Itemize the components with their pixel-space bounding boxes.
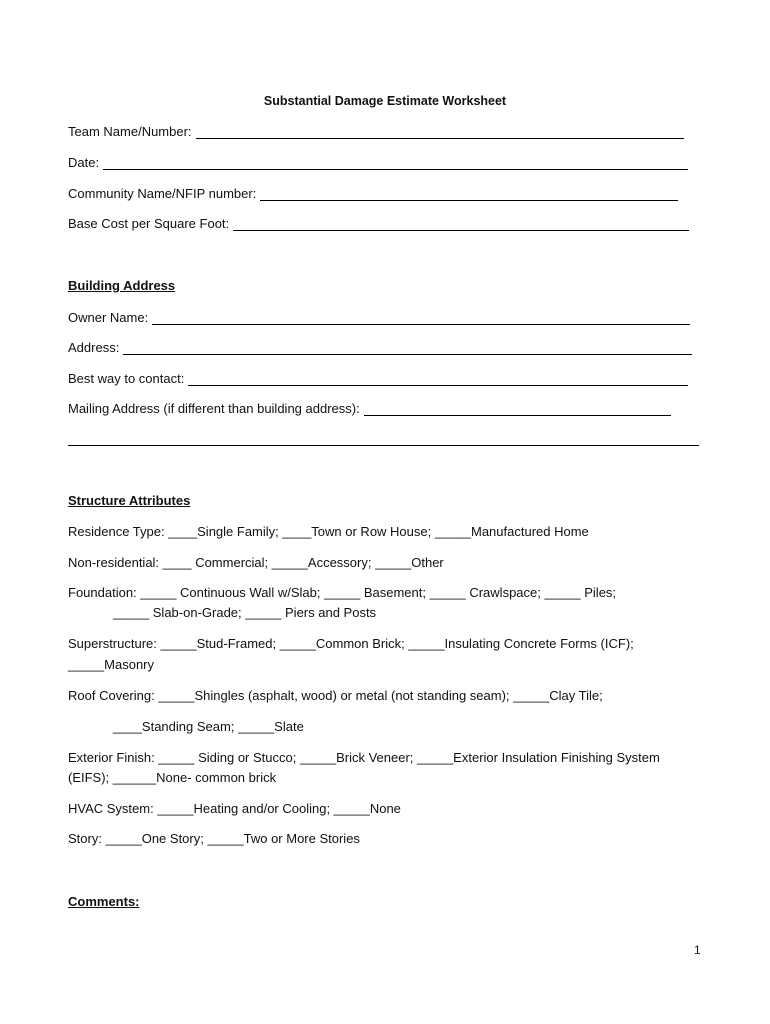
- story-line: Story: _____One Story; _____Two or More Stories: [68, 831, 360, 846]
- date-line[interactable]: [103, 157, 688, 170]
- non-residential-line: Non-residential: ____ Commercial; _____Accessory; _____Other: [68, 555, 444, 570]
- contact-field[interactable]: [68, 371, 688, 386]
- base-cost-label: Base Cost per Square Foot:: [68, 216, 230, 231]
- community-line[interactable]: [260, 188, 678, 201]
- foundation-line-2: _____ Slab-on-Grade; _____ Piers and Posts: [113, 605, 377, 620]
- date-label: Date:: [68, 155, 100, 170]
- address-field[interactable]: [68, 340, 692, 355]
- team-name-label: Team Name/Number:: [68, 124, 192, 139]
- roof-covering-line-2: ____Standing Seam; _____Slate: [113, 719, 304, 734]
- date-field[interactable]: [68, 155, 688, 170]
- base-cost-field[interactable]: [68, 216, 689, 231]
- owner-name-field[interactable]: [68, 310, 690, 325]
- community-label: Community Name/NFIP number:: [68, 186, 257, 201]
- mailing-address-line[interactable]: [364, 403, 671, 416]
- residence-type-line: Residence Type: ____Single Family; ____Town or Row House; _____Manufactured Home: [68, 524, 589, 539]
- owner-name-label: Owner Name:: [68, 310, 149, 325]
- community-field[interactable]: [68, 186, 678, 201]
- team-name-line[interactable]: [196, 126, 684, 139]
- structure-attributes-heading: Structure Attributes: [68, 493, 191, 508]
- superstructure-line-1: Superstructure: _____Stud-Framed; _____Common Brick; _____Insulating Concrete Forms (ICF);: [68, 636, 634, 651]
- page-title: Substantial Damage Estimate Worksheet: [263, 94, 507, 108]
- address-label: Address:: [68, 340, 120, 355]
- address-line[interactable]: [123, 342, 692, 355]
- contact-line[interactable]: [188, 373, 688, 386]
- building-address-heading: Building Address: [68, 278, 176, 293]
- mailing-address-label: Mailing Address (if different than building address):: [68, 401, 360, 416]
- team-name-field[interactable]: [68, 124, 684, 139]
- superstructure-line-2: _____Masonry: [68, 657, 154, 672]
- mailing-address-line-2[interactable]: [68, 445, 699, 446]
- exterior-finish-line-2: (EIFS); ______None- common brick: [68, 770, 277, 785]
- page-number: 1: [694, 943, 701, 957]
- hvac-system-line: HVAC System: _____Heating and/or Cooling; _____None: [68, 801, 401, 816]
- exterior-finish-line-1: Exterior Finish: _____ Siding or Stucco; _____Brick Veneer; _____Exterior Insulation Finishing System: [68, 750, 660, 765]
- roof-covering-line-1: Roof Covering: _____Shingles (asphalt, wood) or metal (not standing seam); _____Clay Tile;: [68, 688, 603, 703]
- owner-name-line[interactable]: [152, 312, 690, 325]
- foundation-line-1: Foundation: _____ Continuous Wall w/Slab; _____ Basement; _____ Crawlspace; _____ Piles;: [68, 585, 617, 600]
- base-cost-line[interactable]: [233, 218, 689, 231]
- comments-heading: Comments:: [68, 894, 140, 909]
- mailing-address-field[interactable]: [68, 401, 671, 416]
- contact-label: Best way to contact:: [68, 371, 185, 386]
